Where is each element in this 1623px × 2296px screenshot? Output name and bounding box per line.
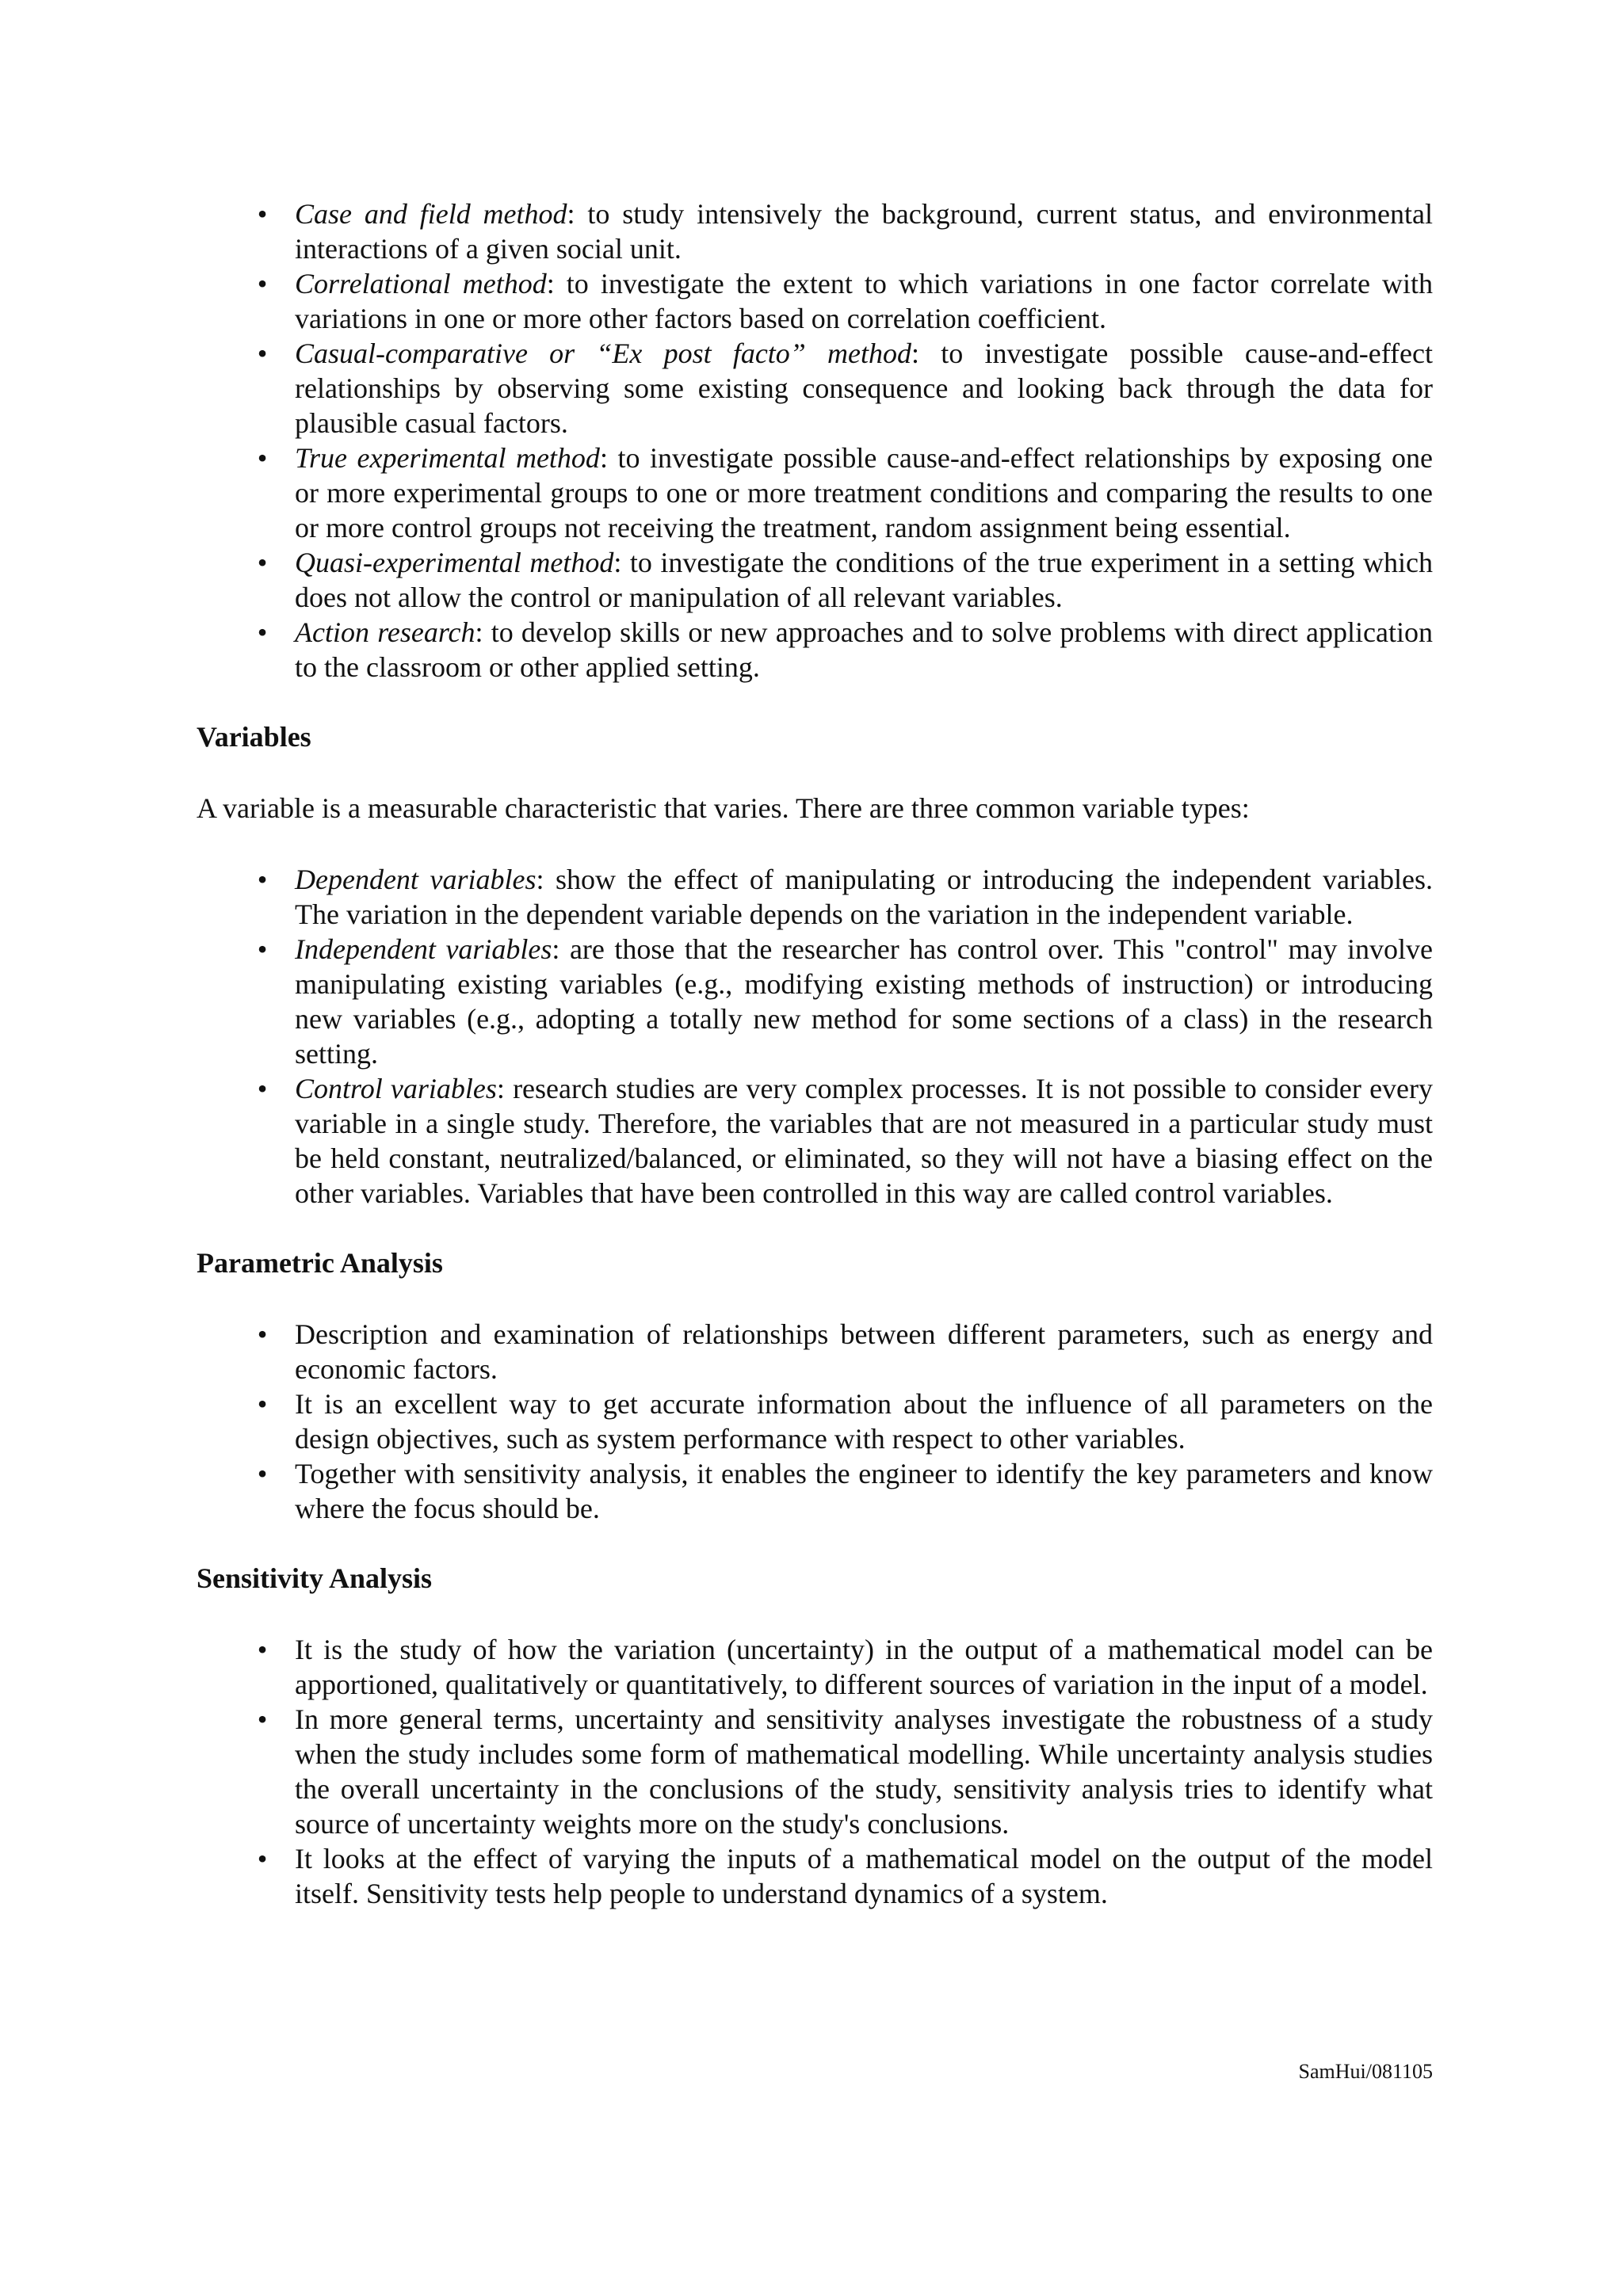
variable-description: : research studies are very complex processes. It is not possible to consider every variable in a single study. Therefore, the variables that are not measured in a particular study must be held constant, neutralized/balanced, or eliminated, so they will not have a biasing effect on the other variables. Variables that have been controlled in this way are called control variables.: [295, 1073, 1434, 1209]
method-term: Action research: [295, 616, 475, 648]
bullet-icon: •: [257, 1843, 268, 1875]
variables-intro-paragraph: A variable is a measurable characteristic that varies. There are three common variable types:: [197, 792, 1250, 824]
variable-term: Dependent variables: [295, 864, 537, 895]
spacer: [197, 1280, 1433, 1317]
bullet-icon: •: [257, 268, 268, 299]
page-footer: SamHui/081105: [1298, 2060, 1433, 2083]
method-description: : to investigate possible cause-and-effect relationships by observing some existing consequence and looking back through the data for plausible casual factors.: [295, 338, 1434, 439]
method-description: : to investigate the extent to which variations in one factor correlate with variations in one or more other factors based on correlation coefficient.: [295, 268, 1433, 334]
list-item: [197, 441, 1433, 545]
spacer: [197, 1211, 1433, 1245]
list-item: [197, 862, 1433, 932]
spacer: [197, 754, 1433, 791]
research-methods-list: [197, 196, 1433, 685]
bullet-icon: •: [257, 338, 268, 369]
bullet-icon: •: [257, 616, 268, 648]
method-description: : to study intensively the background, current status, and environmental interactions of a given social unit.: [295, 198, 1433, 265]
list-item: [197, 1632, 1433, 1702]
list-item-text: It looks at the effect of varying the inputs of a mathematical model on the output of the model itself. Sensitivity tests help people to understand dynamics of a system.: [295, 1843, 1433, 1909]
method-description: : to investigate possible cause-and-effect relationships by exposing one or more experimental groups to one or more treatment conditions and comparing the results to one or more control groups not receiving the treatment, random assignment being essential.: [295, 442, 1433, 543]
list-item: [197, 1071, 1433, 1211]
bullet-icon: •: [257, 1458, 268, 1489]
variable-term: Independent variables: [295, 933, 552, 965]
section-heading-sensitivity-analysis: Sensitivity Analysis: [197, 1562, 433, 1594]
method-term: Correlational method: [295, 268, 547, 299]
sensitivity-analysis-list: [197, 1632, 1433, 1911]
bullet-icon: •: [257, 1073, 268, 1104]
list-item: [197, 266, 1433, 336]
list-item-text: Description and examination of relationships between different parameters, such as energy and economic factors.: [295, 1318, 1433, 1385]
method-term: True experimental method: [295, 442, 600, 474]
spacer: [197, 685, 1433, 719]
method-description: : to develop skills or new approaches and to solve problems with direct application to the classroom or other applied setting.: [295, 616, 1433, 683]
spacer: [197, 1526, 1433, 1561]
document-page: [197, 196, 1433, 1911]
variable-description: : show the effect of manipulating or introducing the independent variables. The variation in the dependent variable depends on the variation in the independent variable.: [295, 864, 1433, 930]
bullet-icon: •: [257, 1703, 268, 1735]
bullet-icon: •: [257, 198, 268, 230]
list-item: [197, 1317, 1433, 1386]
list-item-text: Together with sensitivity analysis, it enables the engineer to identify the key parameters and know where the focus should be.: [295, 1458, 1433, 1524]
bullet-icon: •: [257, 547, 268, 578]
bullet-icon: •: [257, 1388, 268, 1420]
variable-description: : are those that the researcher has control over. This "control" may involve manipulating existing variables (e.g., modifying existing methods of instruction) or introducing new variables (e.g., adopting a totally new method for some sections of a class) in the research setting.: [295, 933, 1433, 1070]
bullet-icon: •: [257, 1634, 268, 1665]
list-item: [197, 336, 1433, 441]
list-item: [197, 615, 1433, 685]
spacer: [197, 826, 1433, 862]
list-item: [197, 196, 1433, 266]
bullet-icon: •: [257, 1318, 268, 1350]
section-heading-parametric-analysis: Parametric Analysis: [197, 1247, 443, 1279]
method-description: : to investigate the conditions of the true experiment in a setting which does not allow the control or manipulation of all relevant variables.: [295, 547, 1433, 613]
parametric-analysis-list: [197, 1317, 1433, 1526]
method-term: Case and field method: [295, 198, 567, 230]
list-item: [197, 1702, 1433, 1841]
list-item: [197, 1841, 1433, 1911]
bullet-icon: •: [257, 933, 268, 965]
list-item-text: In more general terms, uncertainty and sensitivity analyses investigate the robustness of a study when the study includes some form of mathematical modelling. While uncertainty analysis studies the overall uncertainty in the conclusions of the study, sensitivity analysis tries to identify what source of uncertainty weights more on the study's conclusions.: [295, 1703, 1433, 1840]
list-item: [197, 545, 1433, 615]
list-item: [197, 1386, 1433, 1456]
list-item-text: It is the study of how the variation (uncertainty) in the output of a mathematical model can be apportioned, qualitatively or quantitatively, to different sources of variation in the input of a model.: [295, 1634, 1433, 1700]
bullet-icon: •: [257, 442, 268, 474]
list-item: [197, 932, 1433, 1071]
variable-term: Control variables: [295, 1073, 497, 1104]
variables-list: [197, 862, 1433, 1211]
list-item: [197, 1456, 1433, 1526]
section-heading-variables: Variables: [197, 721, 311, 753]
bullet-icon: •: [257, 864, 268, 895]
method-term: Casual-comparative or “Ex post facto” method: [295, 338, 912, 369]
list-item-text: It is an excellent way to get accurate information about the influence of all parameters on the design objectives, such as system performance with respect to other variables.: [295, 1388, 1433, 1455]
spacer: [197, 1596, 1433, 1632]
method-term: Quasi-experimental method: [295, 547, 614, 578]
